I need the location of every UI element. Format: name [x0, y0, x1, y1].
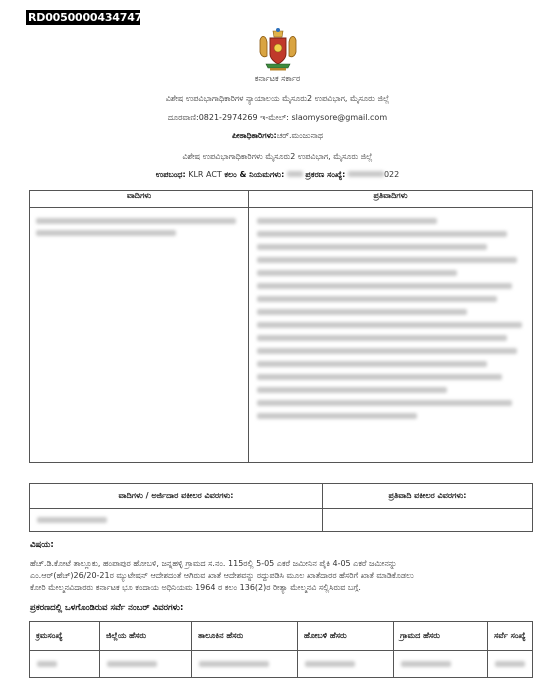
redacted-advocate-name	[37, 517, 107, 523]
case-info-line	[0, 170, 555, 180]
redacted-respondent-line	[257, 361, 487, 367]
redacted-respondent-line	[257, 296, 497, 302]
survey-section-label: ಪ್ರಕರಣದಲ್ಲಿ ಒಳಗೊಂಡಿರುವ ಸರ್ವೆ ನಂಬರ್ ವಿವರಗಳು:	[30, 603, 184, 613]
presiding-designation: ವಿಶೇಷ ಉಪವಿಭಾಗಾಧಿಕಾರಿಗಳು ಮೈಸೂರು2 ಉಪವಿಭಾಗ, ಮೈಸೂರು ಜಿಲ್ಲೆ	[182, 152, 373, 161]
survey-cell	[488, 651, 533, 678]
presiding-officer-line	[0, 131, 555, 141]
redacted-respondent-line	[257, 322, 522, 328]
subject-line: ಕೋರಿ ಮೇಲ್ಮನವಿದಾರರು ಕರ್ನಾಟಕ ಭೂ ಕಂದಾಯ ಅಧಿನಿಯಮ 1964 ರ ಕಲಂ 136(2)ರ ರೀತ್ಯಾ ಮೇಲ್ಮನವಿ ಸಲ್ಲಿಸಿರುವ ಬಗ್ಗೆ.	[30, 583, 361, 592]
advocates-table	[29, 483, 533, 532]
survey-col-taluk: ತಾಲೂಕಿನ ಹೆಸರು	[192, 622, 298, 651]
court-name: ವಿಶೇಷ ಉಪವಿಭಾಗಾಧಿಕಾರಿಗಳ ನ್ಯಾಯಾಲಯ ಮೈಸೂರು2 ಉಪವಿಭಾಗ, ಮೈಸೂರು ಜಿಲ್ಲೆ	[165, 94, 390, 103]
subject-line: ಹೆಚ್.ಡಿ.ಕೋಟೆ ತಾಲ್ಲೂಕು, ಹಂಪಾಪುರ ಹೋಬಳಿ, ಜನ್ನಹಳ್ಳಿ ಗ್ರಾಮದ ಸ.ನಂ. 115ರಲ್ಲಿ 5-05 ಎಕರೆ ಜಮೀನಿನ ಪೈಕಿ 4-05 ಎಕರೆ ಜಮೀನನ್ನು	[30, 559, 397, 568]
survey-col-serial: ಕ್ರಮಸಂಖ್ಯೆ	[30, 622, 100, 651]
redacted-respondent-line	[257, 374, 502, 380]
survey-col-village: ಗ್ರಾಮದ ಹೆಸರು	[394, 622, 488, 651]
karnataka-emblem-icon	[256, 26, 300, 72]
survey-cell	[100, 651, 192, 678]
state-name: ಕರ್ನಾಟಕ ಸರ್ಕಾರ	[254, 74, 301, 83]
redacted-petitioner-line	[36, 218, 236, 224]
survey-cell	[298, 651, 394, 678]
redacted-case-number	[348, 171, 384, 177]
survey-col-district: ಜಿಲ್ಲೆಯ ಹೆಸರು	[100, 622, 192, 651]
redacted-respondent-line	[257, 270, 457, 276]
redacted-respondent-line	[257, 218, 437, 224]
petitioner-advocate-header: ವಾದಿಗಳು / ಅರ್ಜಿದಾರ ವಕೀಲರ ವಿವರಗಳು:	[30, 484, 323, 509]
petitioner-advocate-cell	[30, 509, 323, 532]
provision-value: KLR ACT	[188, 170, 222, 179]
table-row	[30, 651, 533, 678]
redacted-respondent-line	[257, 400, 512, 406]
respondents-header: ಪ್ರತಿವಾದಿಗಳು	[249, 191, 533, 208]
redacted-respondent-line	[257, 309, 467, 315]
respondents-cell	[249, 208, 533, 463]
contact-line: ದೂರವಾಣಿ:0821-2974269 ಇ-ಮೇಲ್: slaomysore@gmail.com	[167, 113, 388, 122]
subject-line: ಎಂ.ಆರ್(ಹೆಚ್)26/20-21ರ ಮ್ಯುಟೇಷನ್ ಆದೇಶದಂತೆ ಆಗಿರುವ ಖಾತೆ ಆದೇಶವನ್ನು ರದ್ದುಪಡಿಸಿ ಮೂಲ ಖಾತೆದಾರರ ಹೆಸರಿಗೆ ಖಾತೆ ಮಾಡಿಕೊಡಲು	[30, 571, 414, 580]
survey-cell	[30, 651, 100, 678]
redacted-respondent-line	[257, 335, 507, 341]
respondent-advocate-cell	[323, 509, 533, 532]
redacted-respondent-line	[257, 244, 487, 250]
presiding-name: ಚರ್.ಮಂಜುನಾಥ	[276, 131, 324, 140]
provision-label: ಉಪಬಂಧ:	[155, 170, 186, 179]
survey-table	[29, 621, 533, 678]
section-label: ಕಲಂ & ನಿಯಮಗಳು:	[224, 170, 285, 179]
petitioners-header: ವಾದಿಗಳು	[30, 191, 249, 208]
redacted-respondent-line	[257, 257, 517, 263]
redacted-respondent-line	[257, 413, 417, 419]
respondent-advocate-header: ಪ್ರತಿವಾದಿ ವಕೀಲರ ವಿವರಗಳು:	[323, 484, 533, 509]
survey-col-hobli: ಹೋಬಳಿ ಹೆಸರು	[298, 622, 394, 651]
redacted-respondent-line	[257, 387, 447, 393]
case-number-suffix: 022	[383, 170, 400, 179]
redacted-petitioner-line	[36, 230, 176, 236]
survey-cell	[394, 651, 488, 678]
subject-text	[30, 558, 530, 594]
parties-table	[29, 190, 533, 463]
case-number-label: ಪ್ರಕರಣ ಸಂಖ್ಯೆ:	[305, 170, 346, 179]
petitioners-cell	[30, 208, 249, 463]
survey-col-survey-number: ಸರ್ವೆ ಸಂಖ್ಯೆ	[488, 622, 533, 651]
presiding-label: ಪೀಠಾಧಿಕಾರಿಗಳು:	[231, 131, 277, 140]
redacted-respondent-line	[257, 348, 517, 354]
document-id: RD0050000434747	[28, 11, 143, 24]
survey-cell	[192, 651, 298, 678]
redacted-respondent-line	[257, 283, 512, 289]
subject-label: ವಿಷಯ:	[30, 540, 54, 550]
redacted-section-number	[287, 171, 303, 177]
redacted-respondent-line	[257, 231, 507, 237]
